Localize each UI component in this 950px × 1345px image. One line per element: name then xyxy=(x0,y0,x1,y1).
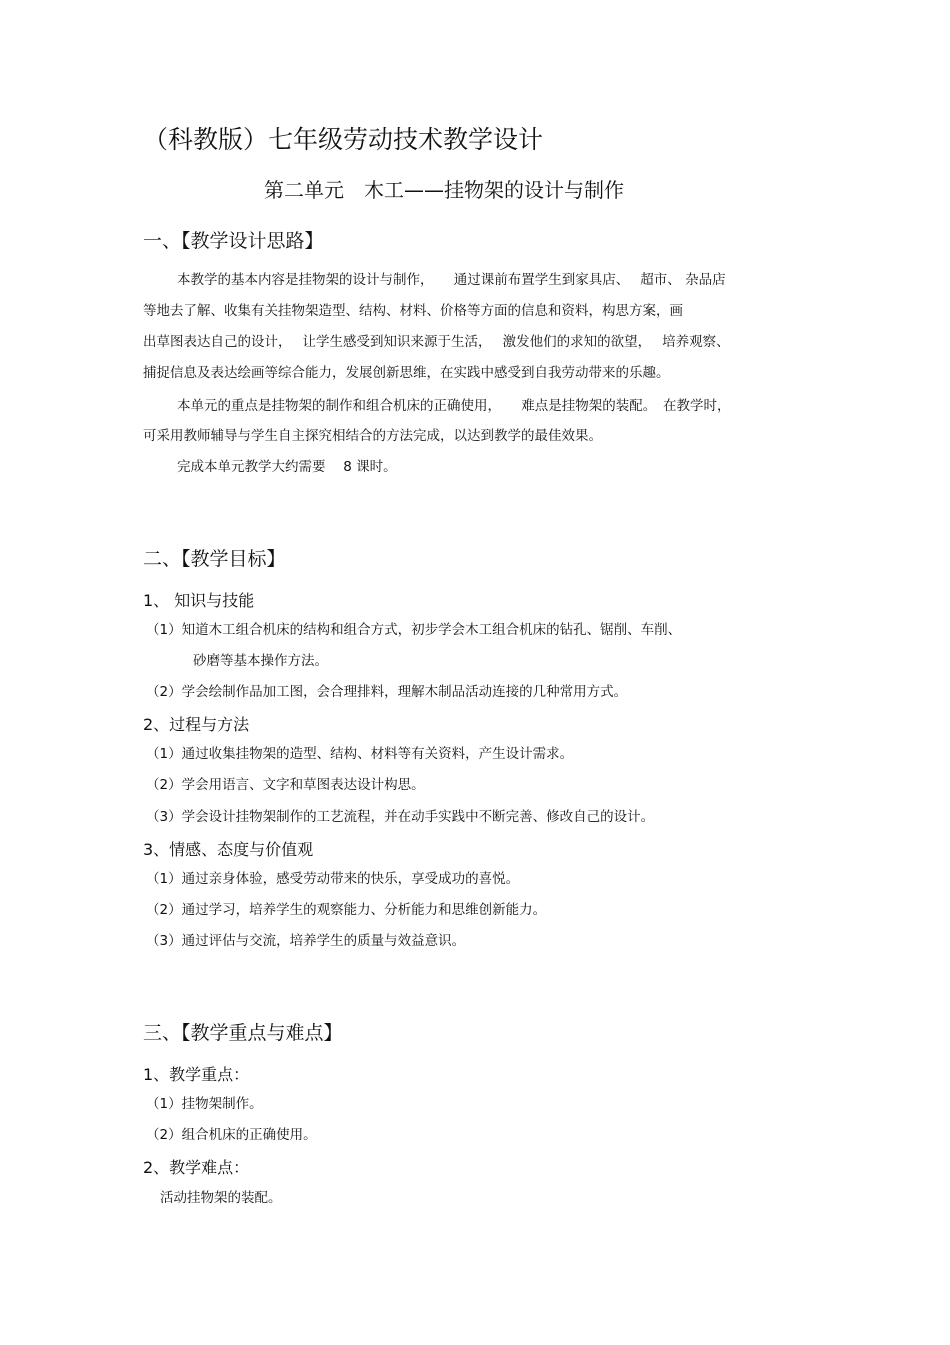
goal3-item1: （1）通过亲身体验，感受劳动带来的快乐，享受成功的喜悦。 xyxy=(146,871,520,887)
keypoint-heading: 1、教学重点： xyxy=(143,1065,250,1084)
section2-heading: 二、【教学目标】 xyxy=(143,548,286,570)
section1-paragraph1-line3: 出草图表达自己的设计， 让学生感受到知识来源于生活， 激发他们的求知的欲望， 培养观察、 xyxy=(143,334,730,350)
unit-subtitle: 第二单元 木工——挂物架的设计与制作 xyxy=(264,178,624,202)
goal2-item3: （3）学会设计挂物架制作的工艺流程，并在动手实践中不断完善、修改自己的设计。 xyxy=(146,809,655,825)
keypoint-item1: （1）挂物架制作。 xyxy=(146,1096,263,1112)
goal1-heading: 1、 知识与技能 xyxy=(143,591,255,610)
document-title: （科教版）七年级劳动技术教学设计 xyxy=(143,125,544,154)
section1-paragraph2-line1: 本单元的重点是挂物架的制作和组合机床的正确使用， 难点是挂物架的装配。 在教学时， xyxy=(177,398,731,414)
goal1-item1-line2: 砂磨等基本操作方法。 xyxy=(193,653,328,669)
section1-paragraph1-line4: 捕捉信息及表达绘画等综合能力，发展创新思维，在实践中感受到自我劳动带来的乐趣。 xyxy=(143,365,670,381)
goal3-heading: 3、情感、态度与价值观 xyxy=(143,840,314,859)
goal1-item2: （2）学会绘制作品加工图，会合理排料，理解木制品活动连接的几种常用方式。 xyxy=(146,684,628,700)
goal3-item2: （2）通过学习，培养学生的观察能力、分析能力和思维创新能力。 xyxy=(146,902,547,918)
section1-paragraph2-line2: 可采用教师辅导与学生自主探究相结合的方法完成，以达到教学的最佳效果。 xyxy=(143,428,602,444)
section1-paragraph3: 完成本单元教学大约需要 8 课时。 xyxy=(177,459,397,475)
difficulty-text: 活动挂物架的装配。 xyxy=(160,1190,282,1206)
difficulty-heading: 2、教学难点： xyxy=(143,1158,250,1177)
goal1-item1-line1: （1）知道木工组合机床的结构和组合方式，初步学会木工组合机床的钻孔、锯削、车削、 xyxy=(146,622,682,638)
goal3-item3: （3）通过评估与交流，培养学生的质量与效益意识。 xyxy=(146,933,466,949)
section1-paragraph1-line1: 本教学的基本内容是挂物架的设计与制作， 通过课前布置学生到家具店、 超市、 杂品店 xyxy=(177,272,726,288)
goal2-item2: （2）学会用语言、文字和草图表达设计构思。 xyxy=(146,777,425,793)
goal2-item1: （1）通过收集挂物架的造型、结构、材料等有关资料，产生设计需求。 xyxy=(146,746,574,762)
section3-heading: 三、【教学重点与难点】 xyxy=(143,1022,343,1044)
keypoint-item2: （2）组合机床的正确使用。 xyxy=(146,1127,317,1143)
section1-heading: 一、【教学设计思路】 xyxy=(143,230,324,252)
goal2-heading: 2、过程与方法 xyxy=(143,715,250,734)
section1-paragraph1-line2: 等地去了解、收集有关挂物架造型、结构、材料、价格等方面的信息和资料，构思方案，画 xyxy=(143,303,683,319)
